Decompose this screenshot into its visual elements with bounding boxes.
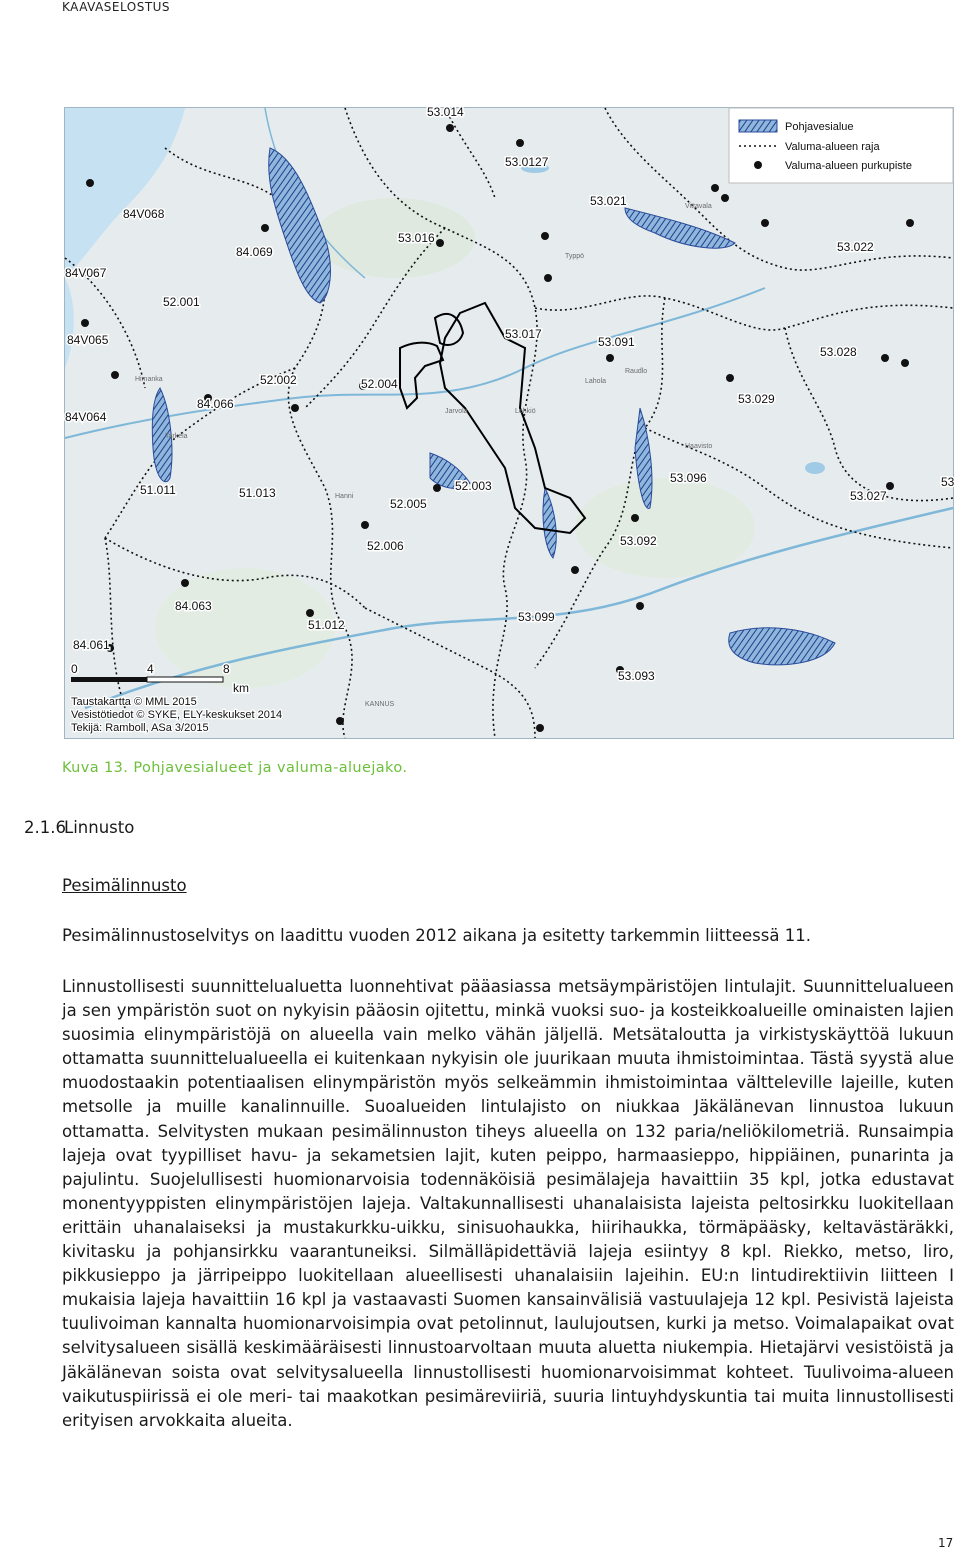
catchment-label: 53.029 [738,392,775,406]
scale-tick: 0 [71,662,78,676]
catchment-label: 52.001 [163,295,200,309]
scale-tick: 4 [147,662,154,676]
catchment-label: 52.005 [390,497,427,511]
place-label: Lehkiö [515,408,536,415]
catchment-label: 84.069 [236,245,273,259]
credit-line: Vesistötiedot © SYKE, ELY-keskukset 2014 [71,709,283,721]
paragraph: Linnustollisesti suunnittelualuetta luonnehtivat pääasiassa metsäympäristöjen lintulajit. Suunnittelualueen ja sen ympäristön suot on nykyisin pääosin ojitettu, minkä vuoksi suo- ja kosteikkoalueille ominaisten lajien suosimia elinympäristöjä on alueella vain melko vähän jäljellä. Metsätaloutta ja virkistyskäyttöä lukuun ottamatta suunnittelualueella ei kuitenkaan nykyisin ole juurikaan muuta ihmistoimintaa. Tästä syystä alue muodostaakin potentiaalisen elinympäristön myös selkeämmin ihmistoimintaa vältteleville lajeille, kuten metsolle ja muille kanalinnuille. Suoalueiden lintulajisto on niukkaa Jäkälänevan linnustoa lukuun ottamatta. Selvitysten mukaan pesimälinnuston tiheys alueella on 132 paria/neliökilometriä. Runsaimpia lajeja ovat tyypilliset havu- ja sekametsien lajit, kuten peippo, harmaasieppo, hippiäinen, punarinta ja pajulintu. Suojelullisesti huomionarvoisia todennäköisiä pesimälajeja havaittiin 35 kpl, jotka edustavat monentyyppisten elinympäristöjen lajeja. Valtakunnallisesti uhanalaisista lajeista peltosirkku luokitellaan erittäin uhanalaiseksi ja mustakurkku-uikku, sinisuohaukka, hiirihaukka, törmäpääsky, keltavästäräkki, kivitasku ja pohjansirkku vaarantuneiksi. Silmälläpidettäviä lajeja esiintyy 8 kpl. Riekko, metso, liro, pikkusieppo ja järripeippo luokitellaan alueellisesti uhanalaisiin lajeihin. EU:n lintudirektiivin liitteen I mukaisia lajeja havaittiin 16 kpl ja vastaavasti Suomen kansainvälisiä vastuulajeja 12 kpl. Pesivistä lajeista tuulivoiman kannalta huomionarvoisimpia ovat petolinnut, laulujoutsen, kurki ja metso. Voimalapaikat ovat selvitysalueen sisällä keskimääräisesti linnustoarvoltaan muuta aluetta niukempia. Hietajärvi vesistöistä ja Jäkälänevan soista ovat selvitysalueella linnustollisesti huomionarvoisimmat kohteet. Tuulivoima-alueen vaikutuspiirissä ei ole meri- tai maakotkan pesimäreviiriä, suuria lintuyhdyskuntia tai muita linnustollisesti erityisen arvokkaita alueita. [62,977,954,1430]
place-label: Raudlo [625,368,648,375]
catchment-label: 53.096 [670,471,707,485]
catchment-label: 51.011 [140,483,176,497]
catchment-label: 84V067 [65,266,107,280]
catchment-label: 84V065 [67,333,109,347]
catchment-label: 84V064 [65,410,107,424]
catchment-map [64,107,954,739]
credit-line: Tekijä: Ramboll, ASa 3/2015 [71,722,209,734]
catchment-label: 53.022 [837,240,874,254]
document-header: KAAVASELOSTUS [62,0,171,14]
map-legend [729,108,953,183]
catchment-label: 51.013 [239,486,276,500]
catchment-label: 53.021 [590,194,627,208]
credit-line: Taustakartta © MML 2015 [71,696,197,708]
place-label: Vittavala [685,203,712,210]
catchment-label: 53.027 [850,489,887,503]
catchment-label: 52.002 [260,373,297,387]
place-label: Typpö [565,253,585,260]
catchment-label: 53.0127 [505,155,549,169]
catchment-label: 52.006 [367,539,404,553]
catchment-label: 53.099 [518,610,555,624]
catchment-label: 52.003 [455,479,492,493]
legend-boundary: Valuma-alueen raja [785,141,880,153]
subheading: Pesimälinnusto [62,876,187,895]
catchment-label: 84.063 [175,599,212,613]
place-label: Himanka [135,376,163,383]
catchment-label: 53.093 [618,669,655,683]
legend-outlet: Valuma-alueen purkupiste [785,160,912,172]
paragraph: Pesimälinnustoselvitys on laadittu vuoden 2012 aikana ja esitetty tarkemmin liitteessä 11. [62,926,811,945]
catchment-label: 53 [941,475,955,489]
legend-outlet-swatch [754,161,762,169]
place-label: Haavisto [685,443,713,450]
catchment-label: 84.066 [197,397,234,411]
place-label: Lahola [585,378,607,385]
catchment-label: 84V068 [123,207,165,221]
section-number: 2.1.6 [24,818,66,837]
scale-unit: km [233,681,249,695]
scale-tick: 8 [223,662,230,676]
place-label: KANNUS [365,701,395,708]
legend-aquifer: Pohjavesialue [785,121,854,133]
catchment-label: 53.017 [505,327,542,341]
catchment-label: 53.091 [598,335,635,349]
catchment-label: 52.004 [361,377,398,391]
catchment-label: 53.028 [820,345,857,359]
place-label: Tarkela [165,433,188,440]
catchment-label: 51.012 [308,618,345,632]
place-label: Jarvola [445,408,468,415]
place-label: Hanni [335,493,354,500]
section-title: Linnusto [64,818,135,837]
catchment-label: 53.014 [427,105,464,119]
section-heading [24,818,134,837]
page-number: 17 [938,1536,954,1550]
legend-aquifer-swatch [739,120,777,132]
figure-caption: Kuva 13. Pohjavesialueet ja valuma-aluejako. [62,760,408,776]
catchment-label: 84.061 [73,638,110,652]
catchment-label: 53.016 [398,231,435,245]
catchment-label: 53.092 [620,534,657,548]
